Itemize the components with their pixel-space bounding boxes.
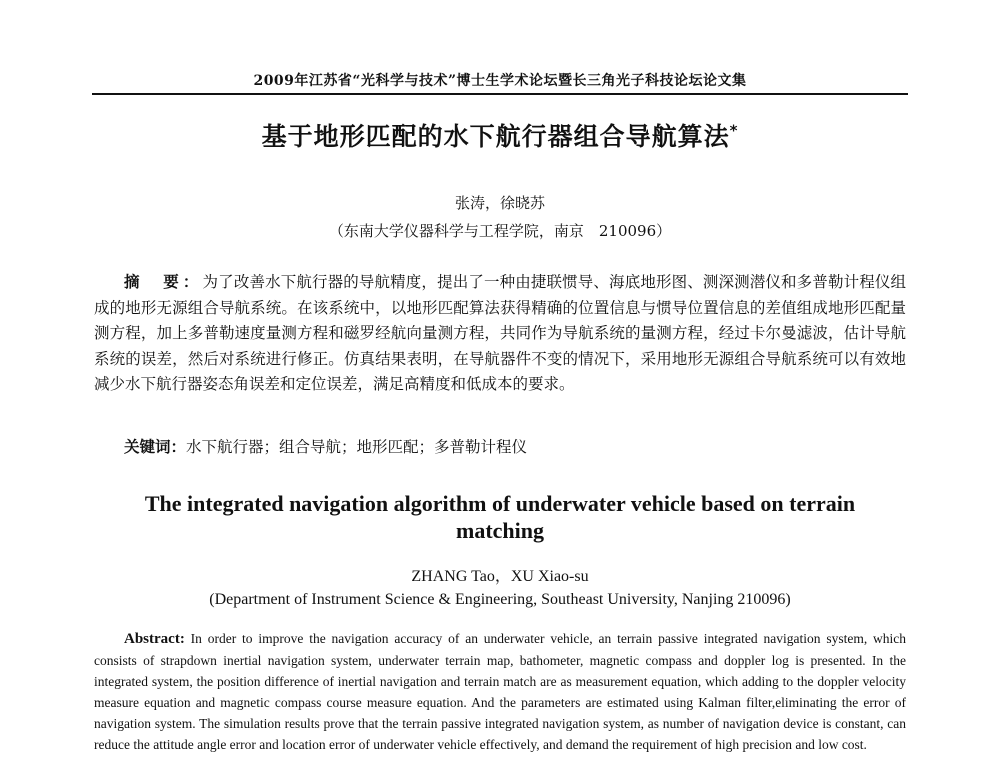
chinese-abstract-label: 摘 要： bbox=[124, 273, 203, 291]
chinese-abstract-text: 为了改善水下航行器的导航精度，提出了一种由捷联惯导、海底地形图、测深测潜仪和多普勒计程仪组成的地形无源组合导航系统。在该系统中，以地形匹配算法获得精确的位置信息与惯导位置信息的差值组成地形匹配量测方程，加上多普勒速度量测方程和磁罗经航向量测方程，共同作为导航系统的量测方程，经过卡尔曼滤波，估计导航系统的误差，然后对系统进行修正。仿真结果表明，在导航器件不变的情况下，采用地形无源组合导航系统可以有效地减少水下航行器姿态角误差和定位误差，满足高精度和低成本的要求。 bbox=[94, 273, 906, 393]
chinese-title-text: 基于地形匹配的水下航行器组合导航算法 bbox=[261, 122, 730, 151]
english-abstract-label: Abstract: bbox=[124, 631, 185, 647]
title-footnote-mark: * bbox=[729, 121, 739, 140]
header-rule bbox=[92, 93, 908, 95]
chinese-keywords-text: 水下航行器；组合导航；地形匹配；多普勒计程仪 bbox=[186, 438, 528, 456]
english-authors: ZHANG Tao，XU Xiao-su bbox=[411, 568, 589, 585]
chinese-abstract bbox=[94, 270, 906, 398]
running-header: 2009年江苏省“光科学与技术”博士生学术论坛暨长三角光子科技论坛论文集 bbox=[253, 73, 747, 89]
chinese-keywords bbox=[94, 436, 906, 458]
chinese-affiliation: （东南大学仪器科学与工程学院，南京 210096） bbox=[328, 222, 672, 240]
chinese-authors: 张涛，徐晓苏 bbox=[454, 194, 545, 212]
english-abstract-text: In order to improve the navigation accuracy of an underwater vehicle, an terrain passive integrated navigation system, which consists of strapdown inertial navigation system, underwater terrain map, bathometer, magnetic compass and doppler log is presented. In the integrated system, the position difference of inertial navigation and terrain match are as measurement equation, which adding to the doppler velocity measure equation and magnetic compass course measure equation. And the parameters are estimated using Kalman filter,eliminating the error of navigation system. The simulation results prove that the terrain passive integrated navigation system, as number of navigation device is constant, can reduce the attitude angle error and location error of underwater vehicle effectively, and demand the requirement of high precision and low cost. bbox=[94, 631, 907, 752]
chinese-keywords-label: 关键词： bbox=[124, 438, 187, 456]
chinese-title bbox=[92, 117, 908, 153]
english-abstract bbox=[94, 628, 906, 755]
english-title: The integrated navigation algorithm of underwater vehicle based on terrain matching bbox=[144, 491, 856, 543]
english-affiliation: (Department of Instrument Science & Engineering, Southeast University, Nanjing 210096) bbox=[209, 591, 791, 608]
